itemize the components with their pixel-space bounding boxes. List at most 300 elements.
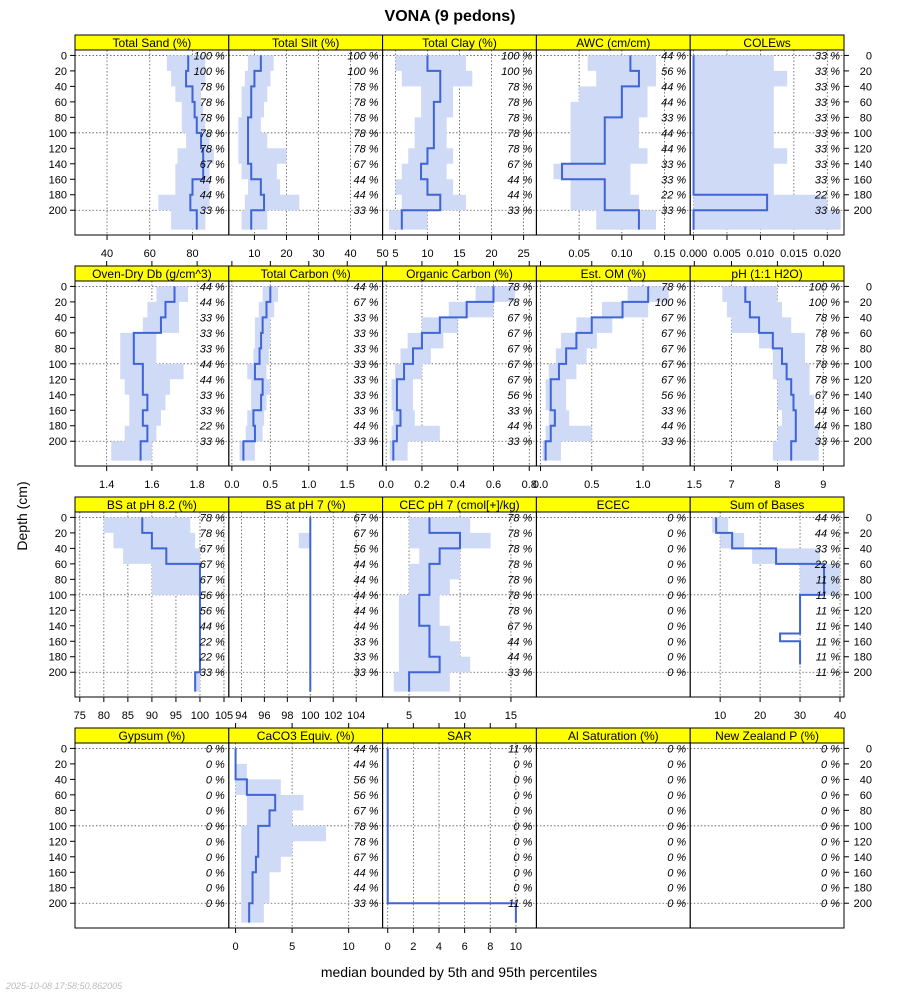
chart-title: VONA (9 pedons) (384, 8, 516, 25)
percent-label: 0 % (667, 558, 687, 571)
depth-tick-label: 180 (853, 189, 872, 202)
percent-label: 78 % (353, 96, 379, 109)
percent-label: 67 % (661, 312, 687, 325)
percent-label: 67 % (661, 327, 687, 340)
panel-title: CaCO3 Equiv. (%) (256, 729, 355, 743)
depth-tick-label: 120 (48, 836, 67, 849)
depth-tick-label: 120 (853, 374, 872, 387)
percent-label: 0 % (667, 512, 687, 525)
panel-title: Est. OM (%) (580, 267, 646, 281)
depth-tick-label: 60 (54, 96, 67, 109)
depth-tick-label: 80 (859, 805, 872, 818)
depth-tick-label: 140 (48, 158, 67, 171)
x-tick-label: 102 (324, 710, 343, 722)
depth-tick-label: 120 (853, 836, 872, 849)
percent-label: 0 % (205, 758, 225, 771)
percent-label: 78 % (353, 81, 379, 94)
x-tick-label: 0.5 (262, 479, 278, 491)
percent-label: 11 % (815, 605, 840, 618)
x-tick-label: 20 (280, 248, 293, 260)
x-tick-label: 5 (289, 941, 296, 953)
percent-label: 0 % (205, 805, 225, 818)
percent-label: 33 % (814, 543, 840, 556)
percent-label: 44 % (353, 620, 379, 633)
percent-label: 0 % (667, 882, 687, 895)
percent-label: 0 % (667, 651, 687, 664)
percent-label: 67 % (353, 296, 379, 309)
percent-label: 78 % (814, 327, 840, 340)
percent-label: 33 % (661, 405, 687, 418)
percent-label: 0 % (667, 620, 687, 633)
percent-label: 56 % (353, 543, 379, 556)
x-tick-label: 0 (384, 941, 391, 953)
depth-tick-label: 180 (853, 420, 872, 433)
percent-label: 78 % (199, 527, 225, 540)
depth-tick-label: 100 (853, 358, 872, 371)
percent-label: 78 % (814, 358, 840, 371)
x-tick-label: 0.4 (450, 479, 466, 491)
depth-tick-label: 100 (48, 127, 67, 140)
percent-label: 33 % (814, 127, 840, 140)
percent-label: 67 % (353, 527, 379, 540)
percent-label: 67 % (661, 343, 687, 356)
percent-label: 33 % (507, 205, 533, 218)
percent-label: 78 % (661, 281, 687, 294)
depth-tick-label: 160 (853, 174, 872, 187)
percentile-band (299, 517, 310, 691)
x-tick-label: 50 (376, 248, 389, 260)
percent-label: 0 % (513, 882, 533, 895)
percent-label: 0 % (667, 789, 687, 802)
percent-label: 78 % (507, 605, 533, 618)
percent-label: 33 % (353, 358, 379, 371)
x-tick-label: 4 (435, 941, 443, 953)
percent-label: 78 % (507, 281, 533, 294)
panel-total-silt (229, 35, 389, 260)
depth-tick-label: 40 (859, 774, 872, 787)
percent-label: 44 % (661, 143, 687, 156)
x-tick-label: 15 (504, 710, 518, 722)
x-tick-label: 30 (312, 248, 325, 260)
x-tick-label: 0.020 (813, 248, 842, 260)
x-tick-label: 0.0 (224, 479, 240, 491)
percent-label: 100 % (193, 65, 225, 78)
x-tick-label: 10 (453, 710, 467, 722)
percent-label: 44 % (199, 174, 225, 187)
percent-label: 0 % (205, 820, 225, 833)
depth-tick-label: 0 (60, 50, 67, 63)
x-axis-title: median bounded by 5th and 95th percentiles (320, 964, 598, 980)
percent-label: 56 % (661, 389, 687, 402)
percent-label: 44 % (353, 882, 379, 895)
x-tick-label: 0.2 (414, 479, 430, 491)
depth-tick-label: 20 (859, 758, 872, 771)
depth-tick-label: 120 (48, 374, 67, 387)
percent-label: 33 % (814, 96, 840, 109)
depth-tick-label: 200 (853, 898, 872, 911)
x-tick-label: 1.4 (99, 479, 115, 491)
percent-label: 33 % (814, 436, 840, 449)
percent-label: 100 % (808, 296, 840, 309)
depth-axis (49, 743, 872, 910)
depth-tick-label: 20 (54, 527, 67, 540)
percent-label: 78 % (507, 543, 533, 556)
depth-tick-label: 60 (54, 789, 67, 802)
percent-label: 11 % (508, 743, 533, 756)
panel-title: ECEC (596, 498, 630, 512)
x-tick-label: 40 (344, 248, 357, 260)
percent-label: 0 % (821, 789, 840, 802)
panel-title: CEC pH 7 (cmol[+]/kg) (399, 498, 520, 512)
depth-tick-label: 200 (853, 436, 872, 449)
depth-tick-label: 180 (48, 651, 67, 664)
percent-label: 100 % (347, 65, 379, 78)
percent-label: 67 % (814, 389, 840, 402)
percent-label: 0 % (513, 774, 533, 787)
percent-label: 0 % (667, 820, 687, 833)
percent-label: 67 % (507, 327, 533, 340)
percent-label: 67 % (507, 158, 533, 171)
percent-label: 33 % (353, 374, 379, 387)
panel-organic-carbon (379, 261, 537, 491)
y-axis-title: Depth (cm) (14, 481, 30, 551)
percent-label: 67 % (353, 851, 379, 864)
x-tick-label: 104 (347, 710, 366, 722)
percent-label: 33 % (353, 205, 379, 218)
depth-tick-label: 160 (853, 405, 872, 418)
percent-label: 22 % (814, 189, 840, 202)
percent-label: 44 % (353, 558, 379, 571)
percent-label: 67 % (507, 312, 533, 325)
percent-label: 78 % (507, 558, 533, 571)
x-tick-label: 8 (774, 479, 781, 491)
percent-label: 78 % (814, 343, 840, 356)
x-tick-label: 96 (258, 710, 271, 722)
percent-label: 0 % (513, 805, 533, 818)
panel-title: New Zealand P (%) (715, 729, 820, 743)
x-tick-label: 25 (517, 248, 530, 260)
percent-label: 33 % (661, 436, 687, 449)
depth-tick-label: 120 (48, 143, 67, 156)
percent-label: 78 % (507, 96, 533, 109)
panel-sum-of-bases (690, 497, 846, 722)
depth-tick-label: 40 (54, 543, 67, 556)
depth-tick-label: 100 (48, 589, 67, 602)
percent-label: 44 % (199, 281, 225, 294)
percent-label: 78 % (814, 374, 840, 387)
percent-label: 33 % (353, 667, 379, 680)
x-tick-label: 1.0 (301, 479, 317, 491)
percent-label: 22 % (199, 420, 225, 433)
x-tick-label: 0.0 (378, 479, 394, 491)
x-tick-label: 0.15 (653, 248, 676, 260)
panel-cec-ph-7-cmol-kg (383, 497, 537, 722)
x-tick-label: 0.000 (679, 248, 708, 260)
panel-gypsum (75, 728, 229, 928)
percent-label: 11 % (508, 898, 533, 911)
percent-label: 33 % (661, 158, 687, 171)
panel-title: Total Carbon (%) (260, 267, 351, 281)
depth-tick-label: 160 (853, 867, 872, 880)
depth-tick-label: 200 (853, 667, 872, 680)
percent-label: 44 % (507, 189, 533, 202)
percentile-band (111, 286, 188, 460)
panel-title: Organic Carbon (%) (406, 267, 513, 281)
percent-label: 56 % (661, 65, 687, 78)
depth-tick-label: 20 (54, 758, 67, 771)
percent-label: 0 % (667, 805, 687, 818)
percent-label: 44 % (814, 405, 840, 418)
x-tick-label: 1.6 (144, 479, 160, 491)
x-tick-label: 94 (235, 710, 248, 722)
depth-tick-label: 40 (54, 81, 67, 94)
depth-tick-label: 80 (859, 343, 872, 356)
percent-label: 78 % (353, 836, 379, 849)
depth-tick-label: 140 (853, 158, 872, 171)
percent-label: 67 % (507, 343, 533, 356)
depth-tick-label: 160 (48, 636, 67, 649)
percent-label: 78 % (507, 527, 533, 540)
percent-label: 22 % (199, 636, 225, 649)
percent-label: 56 % (199, 589, 225, 602)
panel-awc-cm-cm (536, 35, 690, 260)
depth-tick-label: 200 (48, 205, 67, 218)
depth-tick-label: 0 (60, 281, 67, 294)
depth-tick-label: 60 (54, 558, 67, 571)
panel-title: Sum of Bases (729, 498, 805, 512)
depth-tick-label: 180 (48, 420, 67, 433)
panel-total-clay (383, 35, 537, 260)
percent-label: 78 % (507, 589, 533, 602)
depth-tick-label: 200 (48, 667, 67, 680)
percent-label: 0 % (667, 527, 687, 540)
depth-tick-label: 20 (859, 527, 872, 540)
depth-tick-label: 0 (865, 512, 872, 525)
depth-tick-label: 140 (853, 851, 872, 864)
depth-tick-label: 100 (853, 589, 872, 602)
percent-label: 44 % (507, 420, 533, 433)
percent-label: 33 % (353, 436, 379, 449)
x-tick-label: 75 (73, 710, 86, 722)
percent-label: 44 % (814, 420, 840, 433)
panel-colews (680, 35, 844, 260)
x-tick-label: 80 (186, 248, 199, 260)
depth-tick-label: 20 (54, 65, 67, 78)
percent-label: 11 % (815, 620, 840, 633)
panel-grid (49, 35, 872, 953)
panel-est-om (533, 261, 702, 491)
percent-label: 0 % (205, 743, 225, 756)
x-tick-label: 0.05 (568, 248, 590, 260)
percent-label: 0 % (821, 898, 840, 911)
percent-label: 67 % (661, 374, 687, 387)
percent-label: 0 % (513, 820, 533, 833)
x-tick-label: 100 (301, 710, 320, 722)
percent-label: 100 % (654, 296, 687, 309)
percent-label: 33 % (199, 327, 225, 340)
percent-label: 78 % (507, 143, 533, 156)
depth-tick-label: 20 (859, 296, 872, 309)
percent-label: 100 % (501, 65, 533, 78)
percent-label: 0 % (821, 805, 840, 818)
percent-label: 33 % (199, 205, 225, 218)
x-tick-label: 40 (100, 248, 114, 260)
x-tick-label: 5 (392, 248, 399, 260)
x-tick-label: 0.0 (532, 479, 549, 491)
percent-label: 67 % (199, 543, 225, 556)
panel-title: Gypsum (%) (118, 729, 186, 743)
percent-label: 44 % (353, 605, 379, 618)
percent-label: 67 % (353, 158, 379, 171)
percent-label: 0 % (205, 774, 225, 787)
percent-label: 44 % (507, 636, 533, 649)
depth-tick-label: 160 (48, 867, 67, 880)
x-tick-label: 6 (461, 941, 468, 953)
percent-label: 67 % (199, 558, 225, 571)
percent-label: 33 % (199, 667, 225, 680)
panel-oven-dry-db-g-cm-3 (75, 261, 229, 491)
x-tick-label: 10 (248, 248, 261, 260)
percent-label: 100 % (193, 50, 225, 63)
percent-label: 0 % (667, 867, 687, 880)
x-tick-label: 30 (793, 710, 807, 722)
depth-tick-label: 80 (54, 112, 67, 125)
percent-label: 33 % (814, 81, 840, 94)
percent-label: 44 % (507, 651, 533, 664)
percent-label: 33 % (661, 112, 687, 125)
x-tick-label: 1.8 (189, 479, 205, 491)
percent-label: 33 % (353, 636, 379, 649)
percent-label: 44 % (199, 620, 225, 633)
x-tick-label: 40 (833, 710, 847, 722)
percent-label: 0 % (667, 743, 687, 756)
percent-label: 33 % (353, 898, 379, 911)
percent-label: 0 % (667, 574, 687, 587)
percent-label: 78 % (353, 127, 379, 140)
percent-label: 33 % (814, 158, 840, 171)
percentile-band (390, 286, 515, 460)
percent-label: 78 % (353, 820, 379, 833)
percent-label: 44 % (353, 420, 379, 433)
depth-tick-label: 120 (48, 605, 67, 618)
depth-tick-label: 60 (54, 327, 67, 340)
percent-label: 44 % (661, 420, 687, 433)
depth-tick-label: 200 (48, 436, 67, 449)
percent-label: 0 % (513, 851, 533, 864)
depth-tick-label: 40 (54, 312, 67, 325)
percent-label: 44 % (199, 374, 225, 387)
percent-label: 78 % (199, 127, 225, 140)
percent-label: 0 % (513, 836, 533, 849)
depth-tick-label: 140 (48, 389, 67, 402)
percent-label: 0 % (821, 882, 840, 895)
percent-label: 22 % (199, 651, 225, 664)
panel-al-saturation (536, 728, 690, 928)
x-tick-label: 105 (214, 710, 234, 722)
percent-label: 0 % (821, 867, 840, 880)
depth-tick-label: 200 (48, 898, 67, 911)
percent-label: 78 % (199, 96, 225, 109)
percent-label: 44 % (353, 743, 379, 756)
panel-title: Total Clay (%) (422, 36, 497, 50)
depth-tick-label: 0 (60, 743, 67, 756)
percent-label: 11 % (815, 651, 840, 664)
depth-tick-label: 180 (853, 651, 872, 664)
depth-tick-label: 80 (859, 574, 872, 587)
x-tick-label: 60 (143, 248, 156, 260)
x-tick-label: 9 (820, 479, 827, 491)
depth-tick-label: 60 (859, 327, 872, 340)
depth-tick-label: 0 (865, 281, 872, 294)
percentile-band (388, 748, 516, 922)
panel-bs-at-ph-7 (229, 497, 383, 722)
percent-label: 78 % (199, 81, 225, 94)
percentile-band (543, 286, 669, 460)
percent-label: 0 % (205, 898, 225, 911)
x-tick-label: 20 (485, 248, 498, 260)
x-tick-label: 5 (406, 710, 413, 722)
x-tick-label: 0.010 (746, 248, 775, 260)
percent-label: 33 % (814, 50, 840, 63)
percent-label: 22 % (661, 189, 687, 202)
percent-label: 67 % (199, 158, 225, 171)
panel-total-sand (75, 35, 229, 260)
percent-label: 33 % (661, 174, 687, 187)
percent-label: 44 % (199, 296, 225, 309)
percent-label: 0 % (667, 605, 687, 618)
panel-title: Al Saturation (%) (567, 729, 659, 743)
depth-tick-label: 40 (859, 312, 872, 325)
percent-label: 0 % (205, 882, 225, 895)
x-tick-label: 0.015 (780, 248, 808, 260)
percent-label: 0 % (513, 758, 533, 771)
percent-label: 44 % (353, 281, 379, 294)
percent-label: 33 % (814, 65, 840, 78)
panel-total-carbon (224, 261, 382, 491)
percent-label: 44 % (661, 127, 687, 140)
depth-tick-label: 120 (853, 143, 872, 156)
percent-label: 33 % (661, 205, 687, 218)
percentile-band (394, 517, 491, 691)
percent-label: 56 % (199, 605, 225, 618)
x-tick-label: 2 (410, 941, 417, 953)
percent-label: 33 % (353, 651, 379, 664)
percent-label: 78 % (507, 574, 533, 587)
percent-label: 0 % (821, 820, 840, 833)
depth-tick-label: 100 (48, 358, 67, 371)
percent-label: 67 % (353, 805, 379, 818)
percent-label: 44 % (353, 574, 379, 587)
panel-title: Total Sand (%) (112, 36, 192, 50)
x-tick-label: 1.5 (339, 479, 355, 491)
percentile-band (240, 286, 278, 460)
percent-label: 33 % (814, 205, 840, 218)
percent-label: 78 % (507, 81, 533, 94)
percent-label: 78 % (199, 512, 225, 525)
percent-label: 67 % (353, 512, 379, 525)
percent-label: 0 % (667, 589, 687, 602)
percent-label: 78 % (507, 127, 533, 140)
percent-label: 0 % (821, 851, 840, 864)
percent-label: 67 % (199, 574, 225, 587)
panel-title: pH (1:1 H2O) (731, 267, 803, 281)
percent-label: 44 % (353, 589, 379, 602)
percent-label: 0 % (667, 667, 687, 680)
x-tick-label: 80 (97, 710, 110, 722)
panel-title: BS at pH 8.2 (%) (106, 498, 197, 512)
depth-tick-label: 140 (48, 851, 67, 864)
percent-label: 0 % (667, 774, 687, 787)
